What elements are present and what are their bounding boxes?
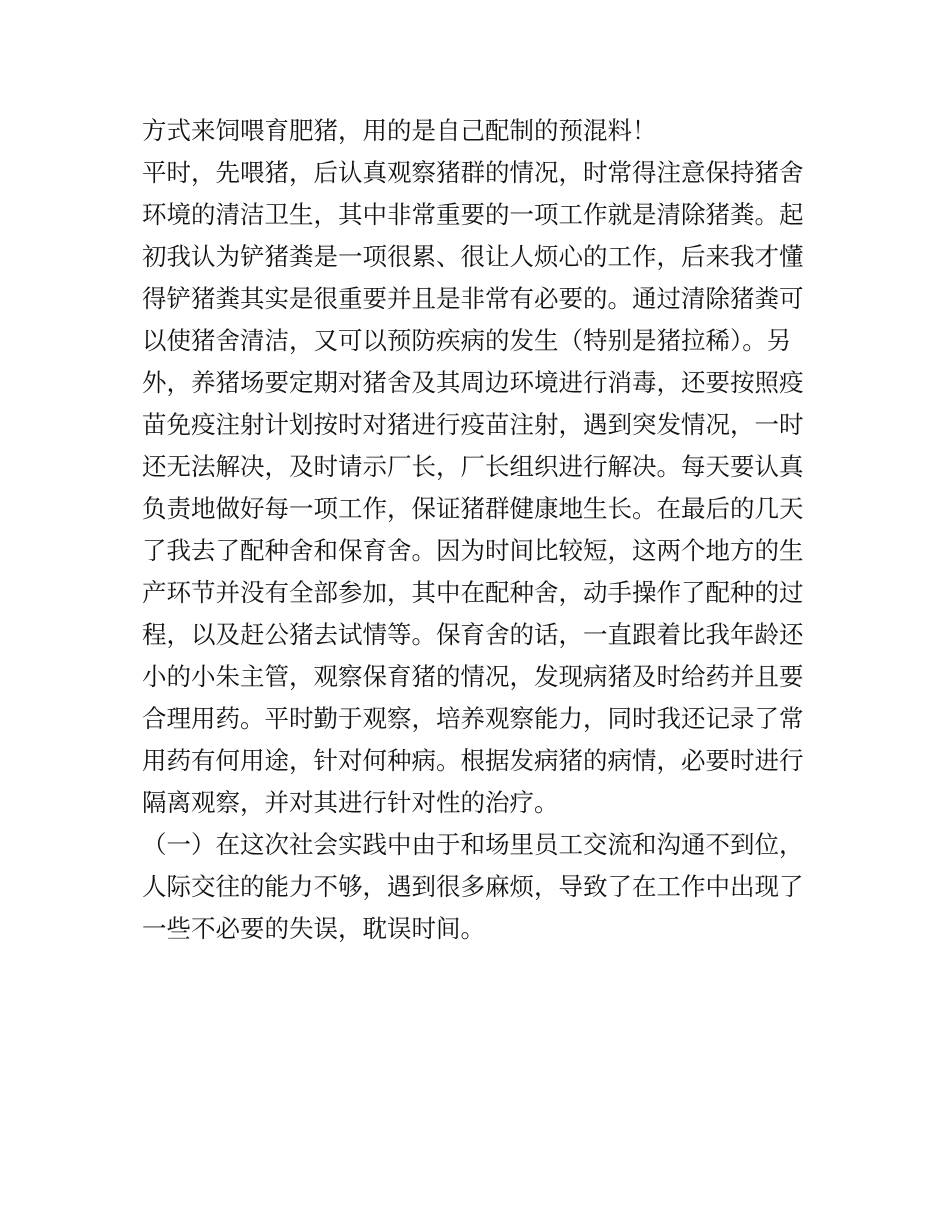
text-line: 了我去了配种舍和保育舍。因为时间比较短，这两个地方的生	[142, 536, 804, 565]
text-line: 初我认为铲猪粪是一项很累、很让人烦心的工作，后来我才懂	[142, 242, 804, 271]
body-text	[142, 110, 822, 950]
text-line: 合理用药。平时勤于观察，培养观察能力，同时我还记录了常	[142, 704, 804, 733]
text-line: 用药有何用途，针对何种病。根据发病猪的病情，必要时进行	[142, 746, 804, 775]
text-line: 隔离观察，并对其进行针对性的治疗。	[142, 788, 559, 817]
text-line: 环境的清洁卫生，其中非常重要的一项工作就是清除猪粪。起	[142, 200, 804, 229]
text-line: 一些不必要的失误，耽误时间。	[142, 914, 485, 943]
text-line: 方式来饲喂育肥猪，用的是自己配制的预混料！	[142, 116, 657, 145]
text-line: 程，以及赶公猪去试情等。保育舍的话，一直跟着比我年龄还	[142, 620, 804, 649]
text-line: 得铲猪粪其实是很重要并且是非常有必要的。通过清除猪粪可	[142, 284, 804, 313]
text-line: 以使猪舍清洁，又可以预防疾病的发生（特别是猪拉稀）。另	[142, 326, 792, 355]
text-line: 外，养猪场要定期对猪舍及其周边环境进行消毒，还要按照疫	[142, 368, 804, 397]
text-line: 产环节并没有全部参加，其中在配种舍，动手操作了配种的过	[142, 578, 804, 607]
text-line: 负责地做好每一项工作，保证猪群健康地生长。在最后的几天	[142, 494, 804, 523]
text-line: 还无法解决，及时请示厂长，厂长组织进行解决。每天要认真	[142, 452, 804, 481]
text-line: （一）在这次社会实践中由于和场里员工交流和沟通不到位，	[142, 830, 804, 859]
text-line: 人际交往的能力不够，遇到很多麻烦，导致了在工作中出现了	[142, 872, 804, 901]
text-line: 平时，先喂猪，后认真观察猪群的情况，时常得注意保持猪舍	[142, 158, 804, 187]
text-line: 苗免疫注射计划按时对猪进行疫苗注射，遇到突发情况，一时	[142, 410, 804, 439]
text-line: 小的小朱主管，观察保育猪的情况，发现病猪及时给药并且要	[142, 662, 804, 691]
